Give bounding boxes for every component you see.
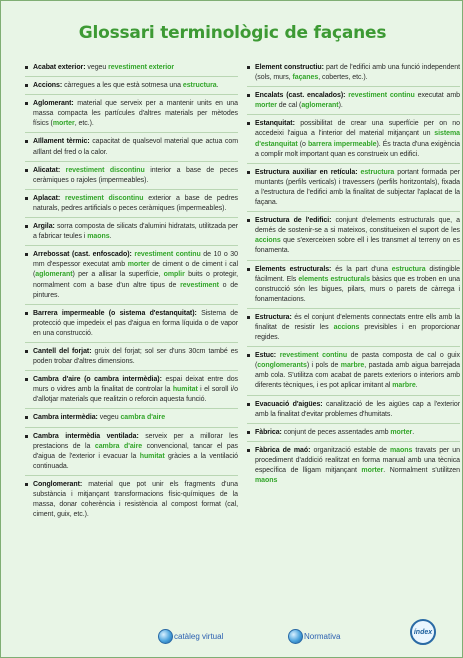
glossary-term: Aplacat: <box>33 194 61 202</box>
globe-icon <box>158 629 173 644</box>
glossary-entry <box>25 63 238 77</box>
glossary-definition: revestiment continu de pasta composta de cal o guix (conglomerants) i pols de marbre, pastada amb aigua barrejada amb cola. S'utilitza com acabat de parets exteriors o interiors amb diferents tècniques, i es pot aplicar imitant al marbre. <box>255 352 460 390</box>
glossary-definition: capacitat de qualsevol material que actua com aïllant del fred o la calor. <box>33 138 238 156</box>
normativa-link[interactable] <box>288 629 340 644</box>
glossary-entry <box>247 216 460 260</box>
glossary-entry <box>25 347 238 371</box>
glossary-term: Alicatat: <box>33 166 61 174</box>
glossary-entry <box>247 119 460 163</box>
glossary-term: Estanquitat: <box>255 120 295 128</box>
glossary-definition: canalització de les aigües cap a l'exterior amb la finalitat d'evitar problemes d'humitats. <box>255 400 460 418</box>
glossary-term: Estructura de l'edifici: <box>255 217 332 225</box>
glossary-term: Cambra intermèdia: <box>33 414 98 422</box>
glossary-definition: és la part d'una estructura distingible fàcilment. Els elements estructurals bàsics que es troben en una construcció són les bigues, pilars, murs o parets de càrrega i fonamentacions. <box>255 265 460 303</box>
glossary-entry <box>25 166 238 190</box>
glossary-definition: espai deixat entre dos murs o vidres amb la finalitat de controlar la humitat i el soroll i/o d'allotjar materials que realitzin o reforcin aquesta funció. <box>33 376 238 404</box>
glossary-term: Cambra d'aire (o cambra intermèdia): <box>33 376 162 384</box>
glossary-definition: material que pot unir els fragments d'una substància i mitjançant transformacions físic-químiques de la massa, donar coherència i resistència al compost format (cal, ciment, guix, etc.). <box>33 480 238 519</box>
glossary-definition: vegeu revestiment exterior <box>87 64 175 71</box>
glossary-entry <box>247 446 460 489</box>
glossary-definition: càrregues a les que està sotmesa una estructura. <box>64 82 219 90</box>
glossary-entry <box>247 91 460 115</box>
glossary-entry <box>247 168 460 212</box>
glossary-entry <box>25 99 238 133</box>
glossary-term: Estructura auxiliar en retícula: <box>255 168 358 176</box>
glossary-term: Aïllament tèrmic: <box>33 138 90 146</box>
glossary-term: Estuc: <box>255 352 277 360</box>
glossary-term: Aglomerant: <box>33 100 74 108</box>
catalog-link[interactable] <box>158 629 223 644</box>
glossary-entry <box>25 413 238 427</box>
glossary-term: Estructura: <box>255 313 292 321</box>
catalog-label: catàleg virtual <box>174 632 224 641</box>
glossary-entry <box>247 313 460 347</box>
glossary-entry <box>247 63 460 87</box>
glossary-term: Element constructiu: <box>255 64 324 71</box>
glossary-entry <box>25 432 238 476</box>
glossary-term: Cantell del forjat: <box>33 347 92 355</box>
glossary-term: Cambra intermèdia ventilada: <box>33 432 139 440</box>
glossary-term: Arrebossat (cast. enfoscado): <box>33 251 132 259</box>
index-label: índex <box>413 628 433 636</box>
glossary-entry <box>247 351 460 395</box>
glossary-definition: vegeu cambra d'aire <box>99 414 166 422</box>
glossary-definition: material que serveix per a mantenir units en una massa compacta les partícules d'altres materials per mètodes físics (morter, etc.). <box>33 100 238 128</box>
glossary-definition: sorra composta de silicats d'alumini hidratats, utilitzada per a fabricar teules i maons. <box>33 223 239 241</box>
left-column <box>25 63 238 527</box>
glossary-entry <box>25 137 238 161</box>
glossary-entry <box>247 428 460 442</box>
page-title: Glossari terminològic de façanes <box>78 23 387 43</box>
glossary-definition: part de l'edifici amb una funció independent (sols, murs, façanes, cobertes, etc.). <box>255 64 461 82</box>
glossary-term: Fàbrica de maó: <box>255 446 311 454</box>
glossary-definition: revestiment discontinu interior a base de peces ceràmiques o rajoles (impermeables). <box>33 166 238 184</box>
glossary-entry <box>247 400 460 424</box>
glossary-term: Argila: <box>33 223 55 231</box>
glossary-definition: gruix del forjat; sol ser d'uns 30cm també es poden trobar d'altres dimensions. <box>33 347 238 366</box>
glossary-definition: revestiment discontinu exterior a base de pedres naturals, pedres artificials o peces ceràmiques (impermeables). <box>33 194 238 212</box>
glossary-entry <box>25 375 238 409</box>
glossary-term: Encalats (cast. encalados): <box>255 92 346 100</box>
glossary-term: Elements estructurals: <box>255 265 332 273</box>
index-button[interactable] <box>410 619 436 645</box>
glossary-definition: serveix per a millorar les prestacions de la cambra d'aire convencional, tancar el pas d'aigua de l'exterior i evacuar la humitat gràcies a la ventilació continuada. <box>33 432 239 470</box>
glossary-definition: conjunt d'elements estructurals que, a demés de sostenir-se a si mateixos, constitueixen el suport de les accions que s'exerceixen sobre ell i les transmet al terreny on es fonamenta. <box>255 217 460 255</box>
glossary-term: Acabat exterior: <box>33 64 86 71</box>
glossary-term: Barrera impermeable (o sistema d'estanquitat): <box>33 309 197 317</box>
glossary-definition: conjunt de peces assentades amb morter. <box>283 428 415 436</box>
normativa-label: Normativa <box>304 632 341 641</box>
glossary-entry <box>25 309 238 343</box>
globe-icon <box>288 629 303 644</box>
glossary-definition: possibilitat de crear una superfície per on no accedeixi l'aigua a l'interior del material mitjançant un sistema d'estanquitat (o barrera impermeable). És tracta d'una exigència a complir molt important quan es construeix un edifici. <box>255 120 460 158</box>
glossary-definition: organització estable de maons travats per un procediment d'addició realitzat en forma manual amb una tècnica específica de lligam mitjançant morter. Normalment s'utilitzen maons <box>255 446 460 485</box>
glossary-term: Accions: <box>33 82 63 90</box>
glossary-entry <box>247 265 460 309</box>
glossary-definition: revestiment continu de 10 o 30 mm d'espessor executat amb morter de ciment o de ciment i cal (aglomerant) per a allisar la superfície, omplir buits o protegir, normalment com a base d'un altre tipus de revestiment o de pintures. <box>33 251 239 299</box>
glossary-definition: estructura portant formada per muntants (perfils verticals) i travessers (perfils horitzontals), fixada a l'estructura de l'edifici amb la finalitat de subjectar l'aplacat de la façana. <box>255 168 460 207</box>
glossary-entry <box>25 250 238 304</box>
glossary-definition: Sistema de protecció que impedeix el pas d'aigua en forma líquida o de vapor en una construcció. <box>33 309 238 337</box>
glossary-entry <box>25 194 238 218</box>
glossary-definition: és el conjunt d'elements connectats entre ells amb la finalitat de resistir les accions previsibles i en proporcionar regides. <box>255 313 460 342</box>
footer <box>1 623 463 647</box>
glossary-entry <box>25 222 238 246</box>
glossary-term: Fàbrica: <box>255 428 282 436</box>
right-column <box>247 63 460 493</box>
glossary-definition: revestiment continu executat amb morter de cal (aglomerant). <box>255 92 460 110</box>
glossary-term: Conglomerant: <box>33 480 83 488</box>
glossary-entry <box>25 81 238 95</box>
glossary-term: Evacuació d'aigües: <box>255 400 323 408</box>
glossary-entry <box>25 480 238 523</box>
